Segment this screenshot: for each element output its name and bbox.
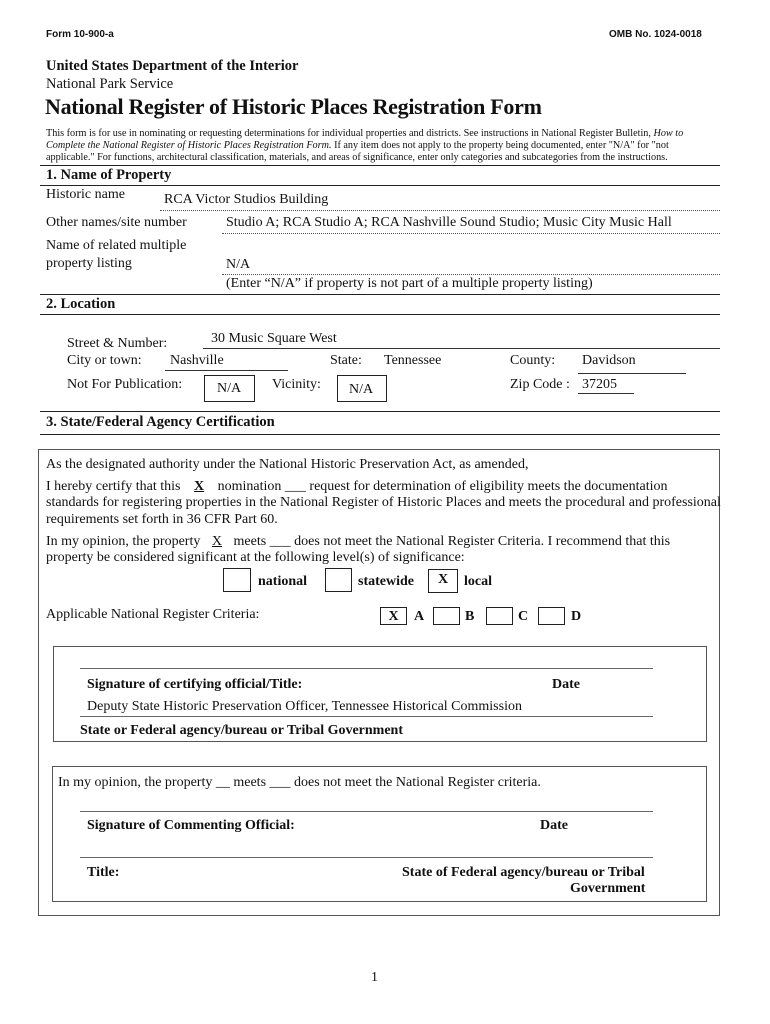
- criteria-b-checkbox[interactable]: [433, 607, 460, 625]
- official-title[interactable]: Deputy State Historic Preservation Officer, Tennessee Historical Commission: [87, 699, 522, 714]
- criteria-label: Applicable National Register Criteria:: [46, 607, 260, 622]
- title-label: Title:: [87, 865, 120, 880]
- historic-name-label: Historic name: [46, 187, 125, 202]
- county-label: County:: [510, 353, 556, 368]
- related-value[interactable]: N/A: [226, 257, 251, 272]
- page-title: National Register of Historic Places Registration Form: [45, 94, 542, 119]
- section-3-heading: 3. State/Federal Agency Certification: [46, 414, 275, 430]
- divider: [40, 185, 720, 186]
- criteria-c-checkbox[interactable]: [486, 607, 513, 625]
- opinion-line: In my opinion, the property X meets ___ does not meet the National Register Criteria. I recommend that this: [46, 534, 671, 549]
- agency-label: State or Federal agency/bureau or Tribal Government: [80, 723, 404, 738]
- related-label-2: property listing: [46, 256, 132, 271]
- state-label: State:: [330, 353, 362, 368]
- criteria-a-label: A: [414, 609, 425, 624]
- vicinity-value: N/A: [349, 382, 374, 397]
- opinion-line-2: property be considered significant at the following level(s) of significance:: [46, 550, 465, 565]
- divider: [40, 434, 720, 435]
- intro-line-3: applicable." For functions, architectural classification, materials, and areas of significance, enter only categories and subcategories from the instructions.: [46, 152, 668, 163]
- criteria-a-checkbox[interactable]: X: [380, 607, 407, 625]
- comment-opinion: In my opinion, the property __ meets ___ does not meet the National Register criteria.: [58, 775, 541, 790]
- signature-line[interactable]: [80, 668, 653, 669]
- intro-line-1: This form is for use in nominating or requesting determinations for individual properties and districts. See instructions in National Register Bulletin, How to: [46, 128, 684, 139]
- divider: [40, 411, 720, 412]
- state-value[interactable]: Tennessee: [384, 353, 442, 368]
- nfp-label: Not For Publication:: [67, 377, 183, 392]
- local-label: local: [464, 574, 492, 589]
- divider: [40, 294, 720, 295]
- comment-signature-line[interactable]: [80, 811, 653, 812]
- national-checkbox[interactable]: [223, 568, 251, 592]
- nfp-box[interactable]: [204, 375, 255, 402]
- criteria-b-label: B: [465, 609, 475, 624]
- vicinity-label: Vicinity:: [272, 377, 321, 392]
- comment-date-label: Date: [540, 818, 568, 833]
- comment-title-line[interactable]: [80, 857, 653, 858]
- related-note: (Enter “N/A” if property is not part of a multiple property listing): [226, 276, 593, 291]
- field-underline: [578, 393, 634, 394]
- street-label: Street & Number:: [67, 336, 168, 351]
- field-underline: [160, 210, 720, 211]
- criteria-d-label: D: [571, 609, 582, 624]
- intro-line-2: Complete the National Register of Historic Places Registration Form. If any item does not apply to the property being documented, enter "N/A" for "not: [46, 140, 669, 151]
- criteria-c-label: C: [518, 609, 529, 624]
- city-value[interactable]: Nashville: [170, 353, 224, 368]
- page-number: 1: [371, 970, 378, 985]
- statewide-label: statewide: [358, 574, 414, 589]
- field-underline: [578, 373, 686, 374]
- vicinity-box[interactable]: [337, 375, 387, 402]
- certify-mark[interactable]: X: [194, 479, 205, 494]
- sig-label: Signature of certifying official/Title:: [87, 677, 303, 692]
- opinion-mark[interactable]: X: [211, 534, 222, 549]
- field-underline: [222, 274, 720, 275]
- comment-agency-label-1: State of Federal agency/bureau or Tribal: [402, 865, 645, 880]
- criteria-d-checkbox[interactable]: [538, 607, 565, 625]
- statewide-checkbox[interactable]: [325, 568, 352, 592]
- comment-agency-label-2: Government: [570, 881, 646, 896]
- historic-name-value[interactable]: RCA Victor Studios Building: [164, 192, 329, 207]
- divider: [40, 314, 720, 315]
- field-underline: [222, 233, 720, 234]
- other-names-label: Other names/site number: [46, 215, 187, 230]
- other-names-value[interactable]: Studio A; RCA Studio A; RCA Nashville Sound Studio; Music City Music Hall: [226, 215, 672, 230]
- zip-label: Zip Code :: [510, 377, 570, 392]
- form-number: Form 10-900-a: [46, 29, 114, 40]
- authority-text: As the designated authority under the National Historic Preservation Act, as amended,: [46, 457, 529, 472]
- county-value[interactable]: Davidson: [582, 353, 636, 368]
- field-underline: [165, 370, 288, 371]
- national-label: national: [258, 574, 308, 589]
- section-2-heading: 2. Location: [46, 296, 116, 312]
- standards-line-1: standards for registering properties in the National Register of Historic Places and meets the procedural and professional: [46, 495, 721, 510]
- service-name: National Park Service: [46, 76, 174, 92]
- standards-line-2: requirements set forth in 36 CFR Part 60.: [46, 512, 278, 527]
- related-label-1: Name of related multiple: [46, 238, 187, 253]
- field-underline: [203, 348, 720, 349]
- nfp-value: N/A: [217, 381, 242, 396]
- city-label: City or town:: [67, 353, 142, 368]
- certify-line: I hereby certify that this X nomination ___ request for determination of eligibility meets the documentation: [46, 479, 668, 494]
- divider: [40, 165, 720, 166]
- local-checkbox[interactable]: X: [428, 569, 458, 593]
- agency-name: United States Department of the Interior: [46, 58, 299, 74]
- street-value[interactable]: 30 Music Square West: [211, 331, 337, 346]
- zip-value[interactable]: 37205: [582, 377, 617, 392]
- title-line: [80, 716, 653, 717]
- omb-number: OMB No. 1024-0018: [609, 29, 702, 40]
- section-1-heading: 1. Name of Property: [46, 167, 172, 183]
- date-label: Date: [552, 677, 580, 692]
- comment-sig-label: Signature of Commenting Official:: [87, 818, 295, 833]
